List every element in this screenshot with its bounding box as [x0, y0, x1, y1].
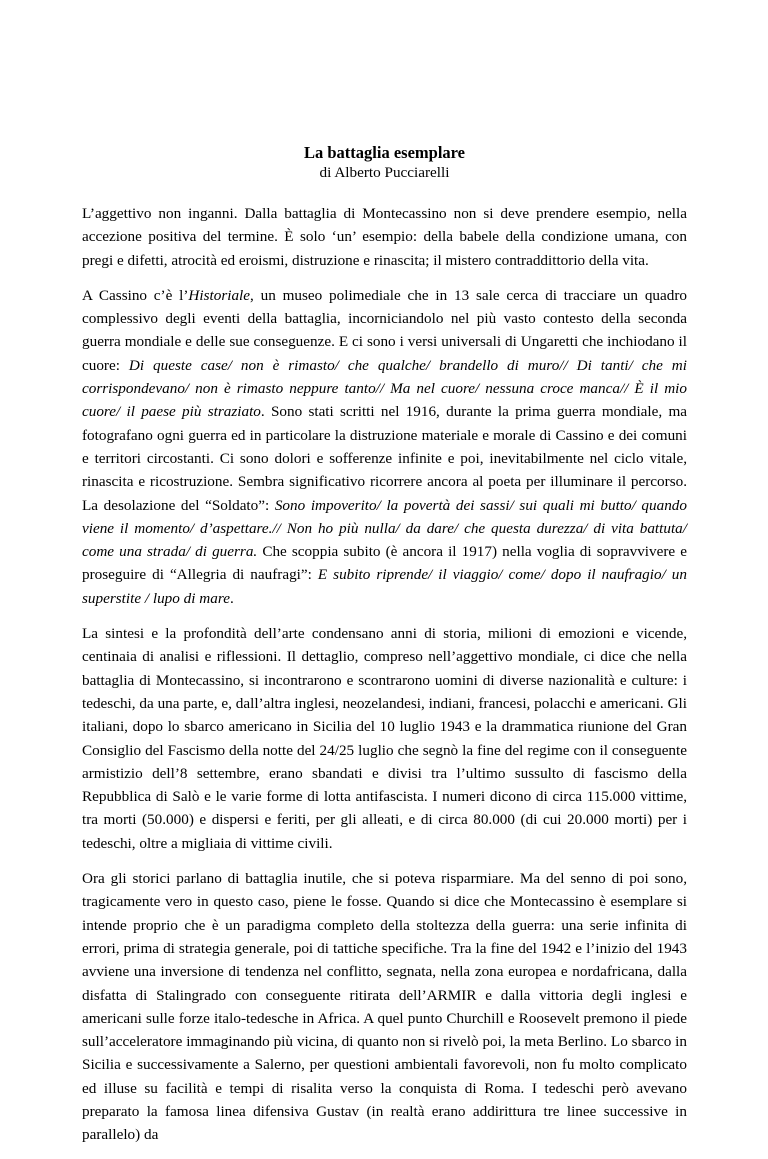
ungaretti-quote-2: Sono impoverito/ la povertà dei sassi/ sui quali mi butto/ quando viene il momento/ d’aspettare.// Non ho più nulla/ da dare/ che questa durezza/ di vita battuta/ come una strada/ di guerra.: [82, 496, 687, 561]
document-author: di Alberto Pucciarelli: [319, 164, 450, 181]
paragraph-1: L’aggettivo non inganni. Dalla battaglia di Montecassino non si deve prendere esempio, nella accezione positiva del termine. È solo ‘un’ esempio: della babele della condizione umana, con pregi e difetti, atrocità ed eroismi, distruzione e rinascita; il mistero contraddittorio della vita.: [82, 205, 687, 269]
ungaretti-quote-1: Di queste case/ non è rimasto/ che qualche/ brandello di muro// Di tanti/ che mi corrispondevano/ non è rimasto neppure tanto// Ma nel cuore/ nessuna croce manca// È il mio cuore/ il paese più straziato: [82, 356, 687, 421]
paragraph-2-text-2: , un museo polimediale che in 13 sale cerca di tracciare un quadro complessivo degli eventi della battaglia, incorniciandolo nel più vasto contesto della seconda guerra mondiale e delle sue conseguenze. E ci sono i versi universali di Ungaretti che inchiodano il cuore:: [82, 286, 687, 374]
paragraph-2-text-1: A Cassino c’è l’: [82, 286, 189, 304]
paragraph-4: Ora gli storici parlano di battaglia inutile, che si poteva risparmiare. Ma del senno di poi sono, tragicamente vero in questo caso, piene le fosse. Quando si dice che Montecassino è esemplare si intende proprio che è un paradigma completo della stoltezza della guerra: una serie infinita di errori, prima di strategia generale, poi di tattiche specifiche. Tra la fine del 1942 e l’inizio del 1943 avviene una inversione di tendenza nel conflitto, segnata, nella zona europea e nordafricana, dalla disfatta di Stalingrado con conseguente ritirata dell’ARMIR e dalla vittoria degli inglesi e americani sulle forze italo-tedesche in Africa. A quel punto Churchill e Roosevelt premono il piede sull’acceleratore immaginando più vicina, di quanto non si rivelò poi, la meta Berlino. Lo sbarco in Sicilia e successivamente a Salerno, per questioni ambientali favorevoli, non fu molto complicato ed illuse su facilità e tempi di risalita verso la conquista di Roma. I tedeschi però avevano preparato la famosa linea difensiva Gustav (in realtà erano addirittura tre linee successive in parallelo) da: [82, 870, 687, 1144]
paragraph-2-text-5: .: [229, 589, 234, 607]
ungaretti-quote-3: E subito riprende/ il viaggio/ come/ dopo il naufragio/ un superstite / lupo di mare: [82, 566, 687, 607]
paragraph-2: [82, 284, 687, 610]
document-page: [82, 143, 687, 1159]
document-title: La battaglia esemplare: [303, 143, 465, 162]
paragraph-3: La sintesi e la profondità dell’arte condensano anni di storia, milioni di emozioni e vicende, centinaia di analisi e riflessioni. Il dettaglio, compreso nell’aggettivo mondiale, ci dice che nella battaglia di Montecassino, si incontrarono e scontrarono uomini di diverse nazionalità e culture: i tedeschi, da una parte, e, dall’altra inglesi, neozelandesi, indiani, francesi, polacchi e americani. Gli italiani, dopo lo sbarco americano in Sicilia del 10 luglio 1943 e la drammatica riunione del Gran Consiglio del Fascismo della notte del 24/25 luglio che segnò la fine del regime con il conseguente armistizio dell’8 settembre, erano sbandati e divisi tra l’ultimo sussulto di fascismo della Repubblica di Salò e le varie forme di lotta antifascista. I numeri dicono di circa 115.000 vittime, tra morti (50.000) e dispersi e feriti, per gli alleati, e di circa 80.000 (di cui 20.000 morti) per i tedeschi, oltre a migliaia di vittime civili.: [82, 625, 687, 852]
paragraph-2-text-4: Che scoppia subito (è ancora il 1917) nella voglia di sopravvivere e proseguire di “Allegria di naufragi”:: [82, 543, 687, 584]
historiale-title: Historiale: [188, 286, 251, 304]
paragraph-2-text-3: . Sono stati scritti nel 1916, durante la prima guerra mondiale, ma fotografano ogni guerra ed in particolare la distruzione materiale e morale di Cassino e dei comuni e territori circostanti. Ci sono dolori e sofferenze infinite e poi, inevitabilmente nel ciclo vitale, rinascita e ricostruzione. Sembra significativo ricorrere ancora al poeta per illuminare il percorso. La desolazione del “Soldato”:: [82, 403, 687, 514]
